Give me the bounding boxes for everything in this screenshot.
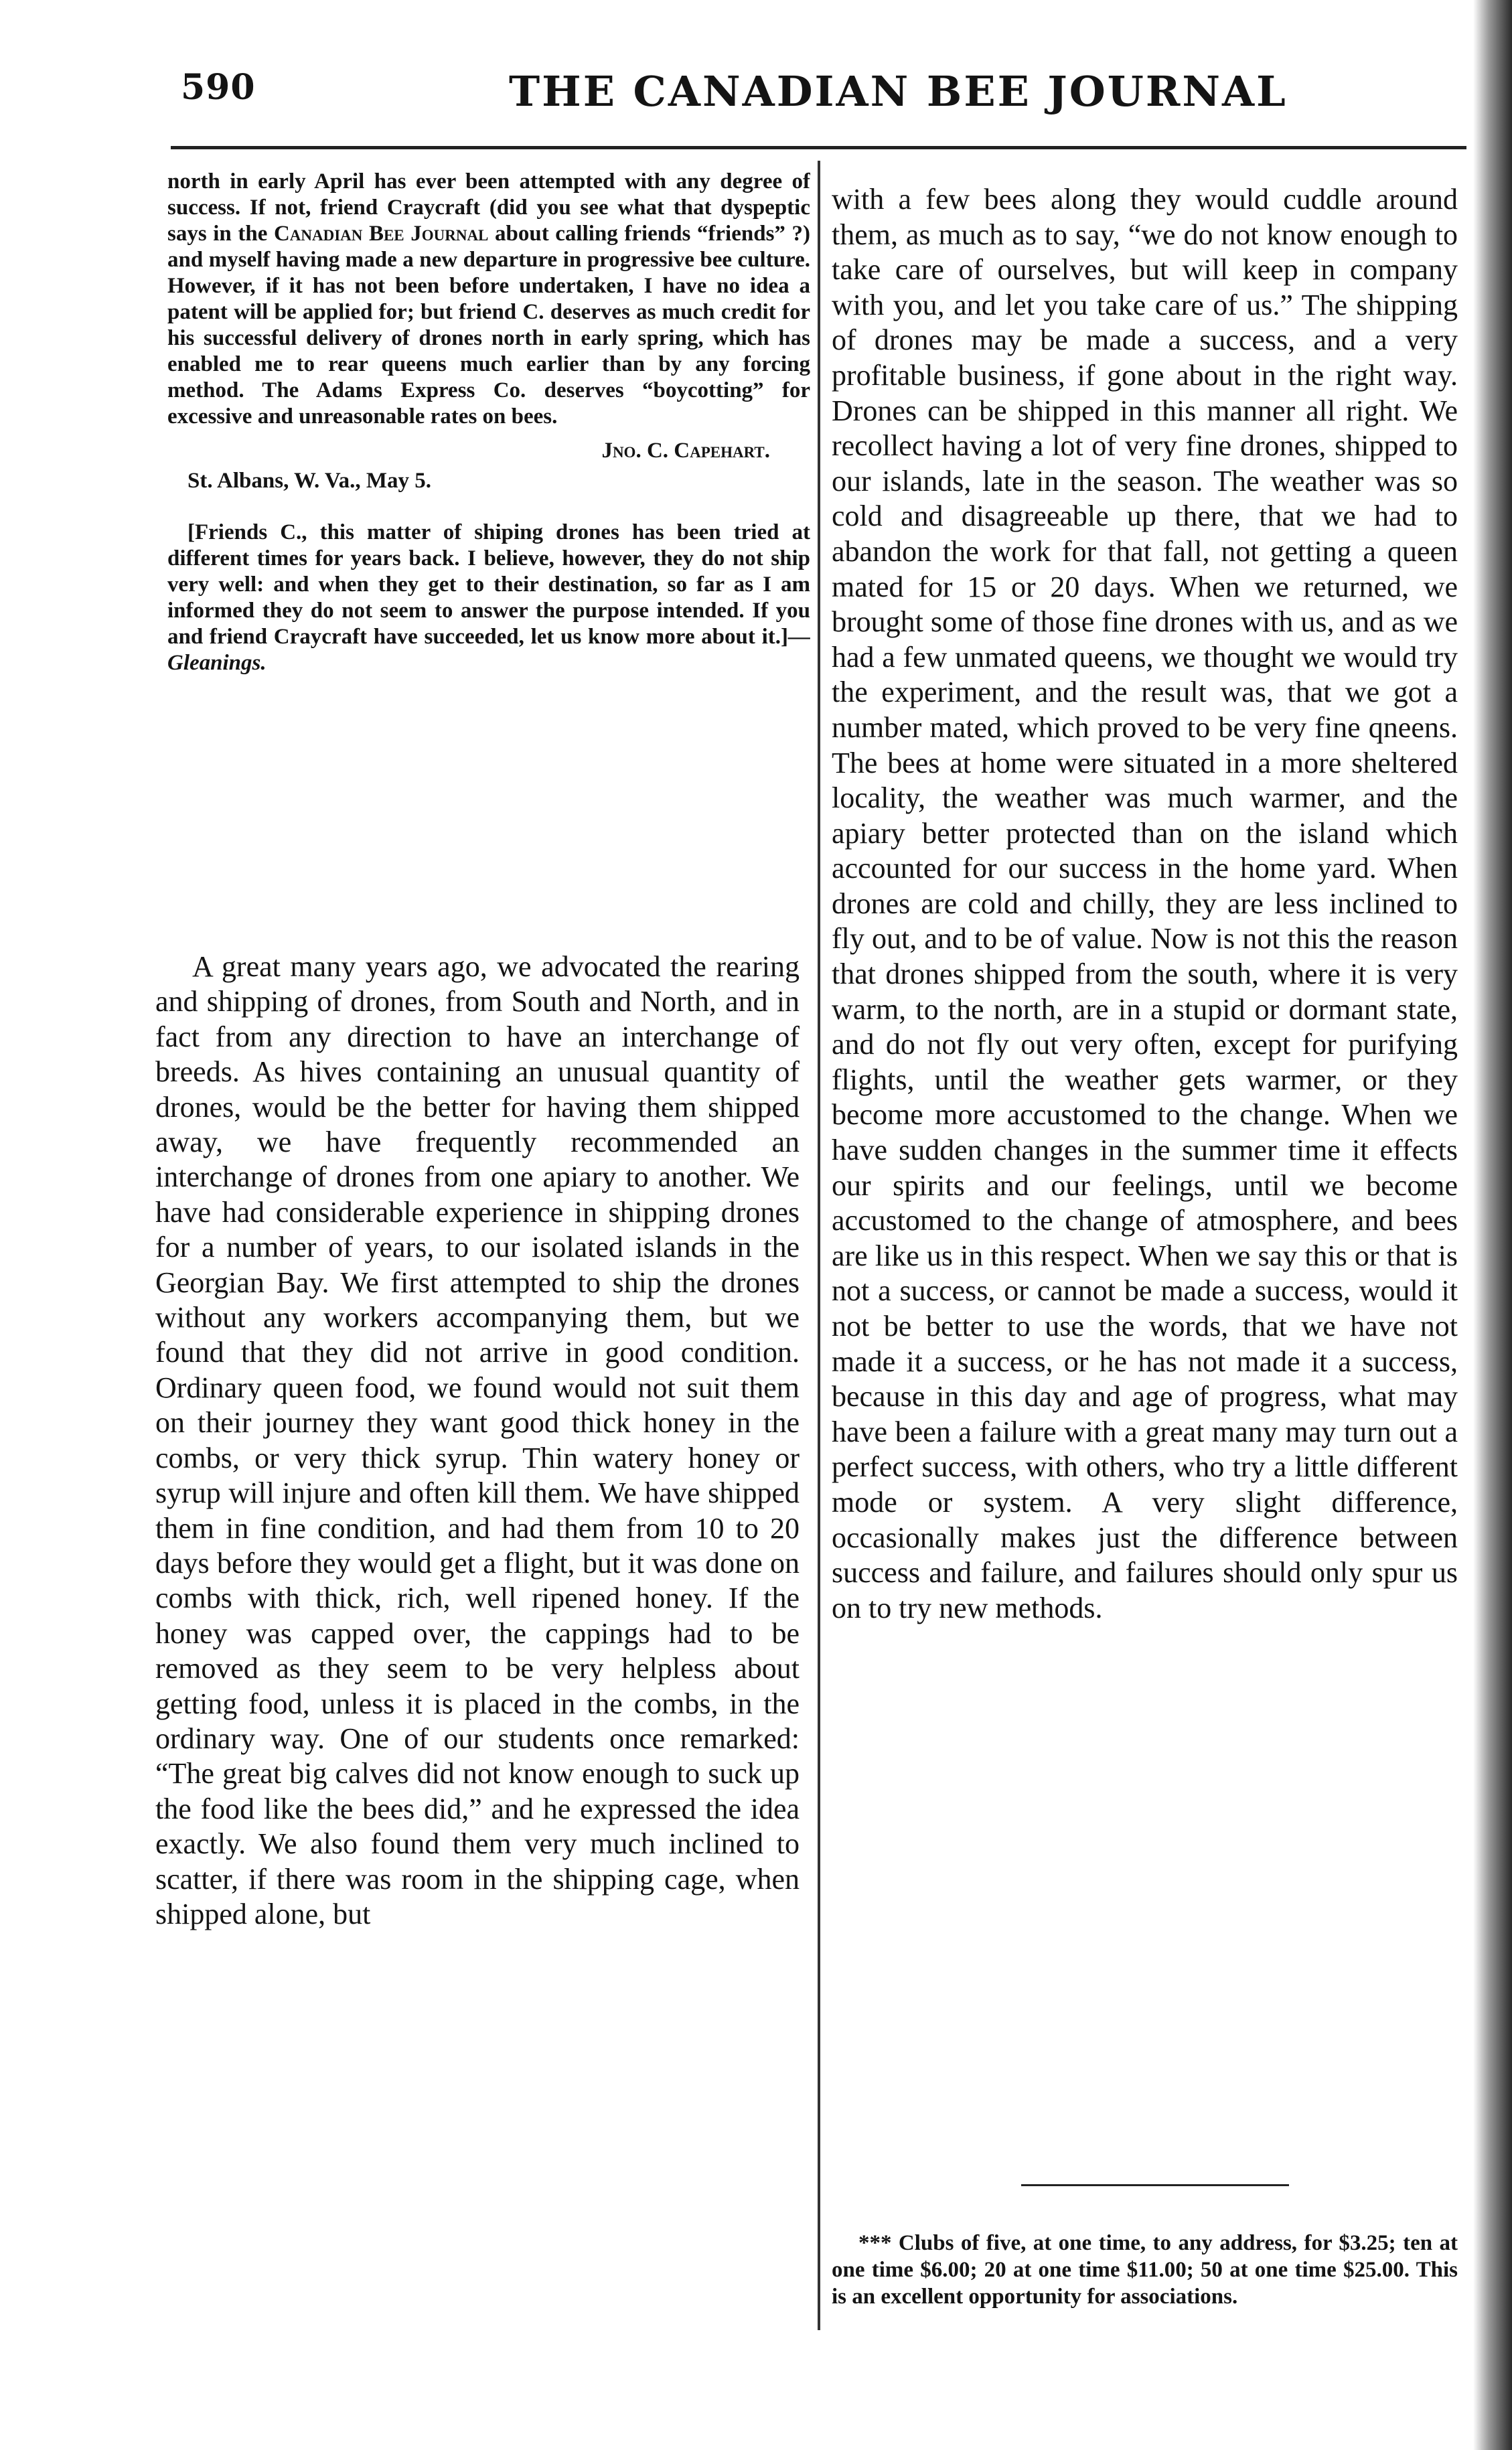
editor-note-source: —Gleanings. bbox=[167, 625, 810, 675]
journal-reference: Canadian Bee Journal bbox=[273, 222, 489, 246]
column-divider bbox=[818, 161, 820, 2330]
article-right-text: with a few bees along they would cuddle around them, as much as to say, “we do not know enough to take care of ourselves, but will keep in company with you, and let you take care of us.” The shipping of drones may be made a success, and a very profitable business, if gone about in the right way. Drones can be shipped in this manner all right. We recollect having a lot of very fine drones, shipped to our islands, late in the season. The weather was so cold and disagreeable up there, that we had to abandon the work for that fall, not getting a queen mated for 15 or 20 days. When we returned, we brought some of those fine drones with us, and as we had a few unmated queens, we thought we would try the experiment, and the result was, that we got a number mated, which proved to be very fine qneens. The bees at home were situated in a more sheltered locality, the weather was much warmer, and the apiary better protected than on the island which accounted for our success in the home yard. When drones are cold and chilly, they are less inclined to fly out, and to be of value. Now is not this the reason that drones shipped from the south, where it is very warm, to the north, are in a stupid or dormant state, and do not fly out very often, except for purifying flights, until the weather gets warmer, or they become more accustomed to the change. When we have sudden changes in the summer time it effects our spirits and our feelings, until we become accustomed to the change of atmosphere, and bees are like us in this respect. When we say this or that is not a success, or cannot be made a success, would it not be better to use the words, that we have not made it a success, or he has not made it a success, because in this day and age of progress, what may have been a failure with a great many may turn out a perfect success, with others, who try a little different mode or system. A very slight difference, occasionally makes just the difference between success and failure, and failures should only spur us on to try new methods. bbox=[832, 183, 1458, 1624]
article-right-column bbox=[832, 182, 1458, 2164]
letter-body bbox=[167, 169, 810, 430]
letter-place-date: St. Albans, W. Va., May 5. bbox=[187, 469, 432, 493]
journal-title: THE CANADIAN BEE JOURNAL bbox=[509, 67, 1288, 116]
letter-signature: Jno. C. Capehart. bbox=[601, 439, 770, 463]
letter-text-part1: north in early April has ever been attempted with any degree of success. If not, friend Craycraft (did you see what that dyspeptic says in the bbox=[167, 169, 810, 246]
editor-note-text: [Friends C., this matter of shiping drones has been tried at different times for years back. I believe, however, they do not ship very well: and when they get to their destination, so far as I am informed they do not seem to answer the purpose intended. If you and friend Craycraft have succeeded, let us know more about it.] bbox=[167, 520, 810, 649]
section-rule bbox=[1021, 2184, 1289, 2186]
editor-note bbox=[167, 520, 810, 676]
letter-text-part2: about calling friends “friends” ?) and myself having made a new departure in progressive bee culture. However, if it has not been before undertaken, I have no idea a patent will be applied for; but friend C. deserves as much credit for his successful delivery of drones north in early spring, which has enabled me to rear queens much earlier than by any forcing method. The Adams Express Co. deserves “boycotting” for excessive and unreasonable rates on bees. bbox=[167, 222, 810, 429]
page-edge-shadow bbox=[1473, 0, 1512, 2450]
club-notice-text: *** Clubs of five, at one time, to any address, for $3.25; ten at one time $6.00; 20 at one time $11.00; 50 at one time $25.00. This is an excellent opportunity for associations. bbox=[832, 2231, 1458, 2309]
letter-column bbox=[167, 169, 810, 949]
club-notice bbox=[832, 2230, 1458, 2364]
article-left-text: A great many years ago, we advocated the rearing and shipping of drones, from South and North, and in fact from any direction to have an interchange of breeds. As hives containing an unusual quantity of drones, would be the better for having them shipped away, we have frequently recommended an interchange of drones from one apiary to another. We have had considerable experience in shipping drones for a number of years, to our isolated islands in the Georgian Bay. We first attempted to ship the drones without any workers accompanying them, but we found that they did not arrive in good condition. Ordinary queen food, we found would not suit them on their journey they want good thick honey in the combs, or very thick syrup. Thin watery honey or syrup will injure and often kill them. We have shipped them in fine condition, and had them from 10 to 20 days before they would get a flight, but it was done on combs with thick, rich, well ripened honey. If the honey was capped over, the cappings had to be removed as they seem to be very helpless about getting food, unless it is placed in the combs, in the ordinary way. One of our students once remarked: “The great big calves did not know enough to suck up the food like the bees did,” and he expressed the idea exactly. We also found them very much inclined to scatter, if there was room in the shipping cage, when shipped alone, but bbox=[155, 950, 800, 1930]
page-number: 590 bbox=[181, 67, 256, 108]
header-rule bbox=[171, 146, 1466, 149]
article-left-column bbox=[155, 949, 800, 2342]
